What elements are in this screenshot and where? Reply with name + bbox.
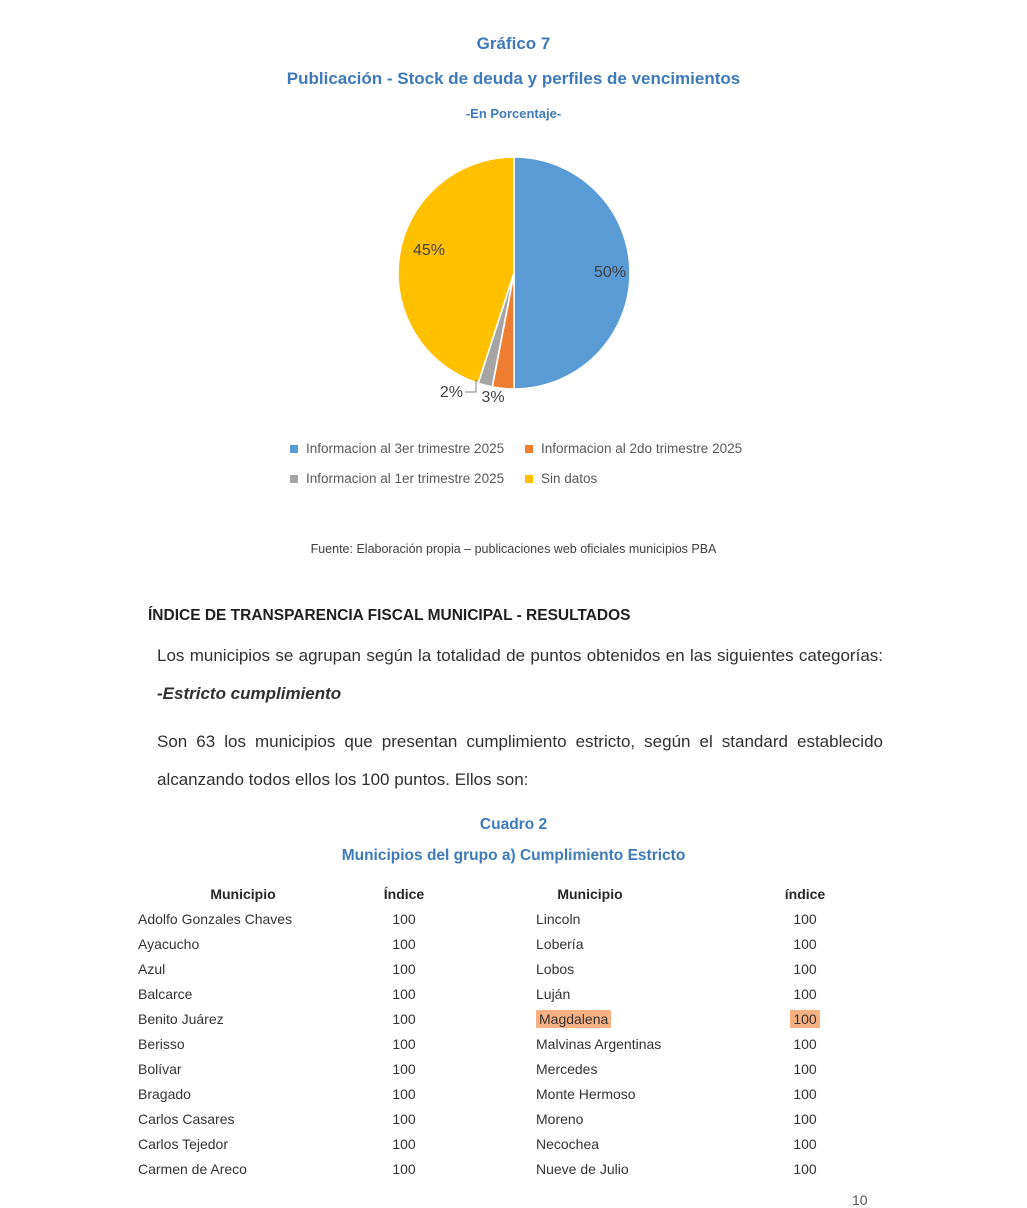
index-cell [348,911,460,927]
legend-item [525,471,1027,487]
cell-text: 100 [392,1060,416,1077]
cell-text: 100 [793,935,817,952]
index-cell [720,1161,890,1177]
cell-text: 100 [392,935,416,952]
cell-text: Berisso [138,1035,185,1052]
municipality-cell [138,961,348,977]
index-cell [720,1061,890,1077]
cell-text: Azul [138,960,166,977]
index-cell [720,911,890,927]
cell-text: Bragado [138,1085,191,1102]
municipality-cell [460,986,720,1002]
table-row [138,956,890,981]
cell-text: 100 [392,1160,416,1177]
pie-chart [382,141,646,411]
index-cell [348,1011,460,1027]
cell-text: Necochea [536,1135,600,1152]
table-header-row [138,881,890,906]
cell-text: 100 [392,960,416,977]
cell-text: 100 [392,985,416,1002]
cell-text: 100 [392,910,416,927]
index-cell [720,961,890,977]
cell-text: 100 [793,1160,817,1177]
legend-item [290,441,525,457]
chart-data-label: 2% [439,384,463,401]
cell-text: Ayacucho [138,935,200,952]
index-cell [348,1086,460,1102]
cell-text: 100 [793,1110,817,1127]
municipality-cell [460,1111,720,1127]
index-cell [720,986,890,1002]
municipality-cell [138,1161,348,1177]
cell-text: Carlos Casares [138,1110,235,1127]
legend-item [290,471,525,487]
table-row [138,1056,890,1081]
index-cell [348,1061,460,1077]
cell-text: Malvinas Argentinas [536,1035,662,1052]
cell-text: Carlos Tejedor [138,1135,229,1152]
table-row [138,1081,890,1106]
table-caption: Cuadro 2 [479,816,548,833]
cell-text: Lobería [536,935,584,952]
table-row [138,981,890,1006]
index-cell [348,1161,460,1177]
cell-text: 100 [392,1085,416,1102]
chart-legend [290,441,1027,487]
municipalities-table [138,881,890,1181]
legend-label: Sin datos [541,471,598,486]
paragraph-1-text: Los municipios se agrupan según la totalidad de puntos obtenidos en las siguientes categorías: [157,646,883,665]
municipality-cell [460,1086,720,1102]
municipality-cell [138,986,348,1002]
municipality-cell [460,1036,720,1052]
table-row [138,1156,890,1181]
municipality-cell [138,936,348,952]
table-subcaption: Municipios del grupo a) Cumplimiento Estricto [341,847,686,864]
cell-text: 100 [392,1010,416,1027]
municipality-cell [460,936,720,952]
paragraph-1-emphasis: -Estricto cumplimiento [157,684,342,703]
highlighted-value: Magdalena [536,1010,611,1028]
index-cell [348,986,460,1002]
column-header-indice-left: Índice [383,885,425,902]
cell-text: Moreno [536,1110,584,1127]
legend-label: Informacion al 1er trimestre 2025 [306,471,505,486]
cell-text: Monte Hermoso [536,1085,636,1102]
legend-marker-square [290,445,298,453]
municipality-cell [138,1111,348,1127]
index-cell [348,961,460,977]
cell-text: 100 [793,1060,817,1077]
cell-text: 100 [392,1035,416,1052]
index-cell [720,1011,890,1027]
paragraph-1 [157,637,883,713]
column-header-municipio-right: Municipio [557,885,623,902]
legend-item [525,441,1027,457]
column-header-municipio-left: Municipio [210,885,276,902]
chart-data-label: 50% [593,264,626,281]
cell-text: 100 [793,1085,817,1102]
cell-text: Benito Juárez [138,1010,224,1027]
cell-text: Carmen de Areco [138,1160,247,1177]
index-cell [720,1111,890,1127]
chart-title: Publicación - Stock de deuda y perfiles de vencimientos [286,69,741,88]
legend-label: Informacion al 2do trimestre 2025 [541,441,743,456]
cell-text: 100 [793,910,817,927]
section-heading: ÍNDICE DE TRANSPARENCIA FISCAL MUNICIPAL - RESULTADOS [148,607,631,624]
index-cell [720,1136,890,1152]
index-cell [720,936,890,952]
municipality-cell [460,1136,720,1152]
table-row [138,931,890,956]
paragraph-2: Son 63 los municipios que presentan cumplimiento estricto, según el standard establecido alcanzando todos ellos los 100 puntos. Ellos son: [157,732,883,789]
table-row [138,1006,890,1031]
page-number: 10 [852,1192,868,1208]
municipality-cell [138,1136,348,1152]
cell-text: Lincoln [536,910,581,927]
legend-marker-square [525,475,533,483]
municipality-cell [138,1061,348,1077]
chart-number-title: Gráfico 7 [476,34,551,53]
cell-text: 100 [392,1135,416,1152]
municipality-cell [460,1061,720,1077]
highlighted-value: 100 [790,1010,819,1028]
cell-text: 100 [793,1035,817,1052]
index-cell [348,1111,460,1127]
index-cell [348,936,460,952]
cell-text: 100 [793,1135,817,1152]
table-row [138,1131,890,1156]
index-cell [720,1036,890,1052]
chart-data-label: 3% [480,389,505,406]
cell-text: Nueve de Julio [536,1160,629,1177]
municipality-cell [138,1036,348,1052]
cell-text: 100 [793,985,817,1002]
column-header-indice-right: índice [784,885,826,902]
table-row [138,1031,890,1056]
index-cell [348,1136,460,1152]
legend-marker-square [525,445,533,453]
legend-label: Informacion al 3er trimestre 2025 [306,441,505,456]
cell-text: 100 [392,1110,416,1127]
municipality-cell [460,1011,720,1027]
cell-text: 100 [793,960,817,977]
municipality-cell [138,1011,348,1027]
municipality-cell [460,1161,720,1177]
municipality-cell [460,911,720,927]
table-row [138,906,890,931]
municipality-cell [460,961,720,977]
index-cell [720,1086,890,1102]
chart-data-label: 45% [412,242,445,259]
legend-marker-square [290,475,298,483]
chart-subtitle: -En Porcentaje- [465,106,562,121]
cell-text: Adolfo Gonzales Chaves [138,910,293,927]
municipality-cell [138,1086,348,1102]
cell-text: Lobos [536,960,575,977]
cell-text: Bolívar [138,1060,182,1077]
cell-text: Balcarce [138,985,193,1002]
table-row [138,1106,890,1131]
index-cell [348,1036,460,1052]
cell-text: Luján [536,985,571,1002]
cell-text: Mercedes [536,1060,598,1077]
municipality-cell [138,911,348,927]
chart-source: Fuente: Elaboración propia – publicaciones web oficiales municipios PBA [310,542,717,556]
